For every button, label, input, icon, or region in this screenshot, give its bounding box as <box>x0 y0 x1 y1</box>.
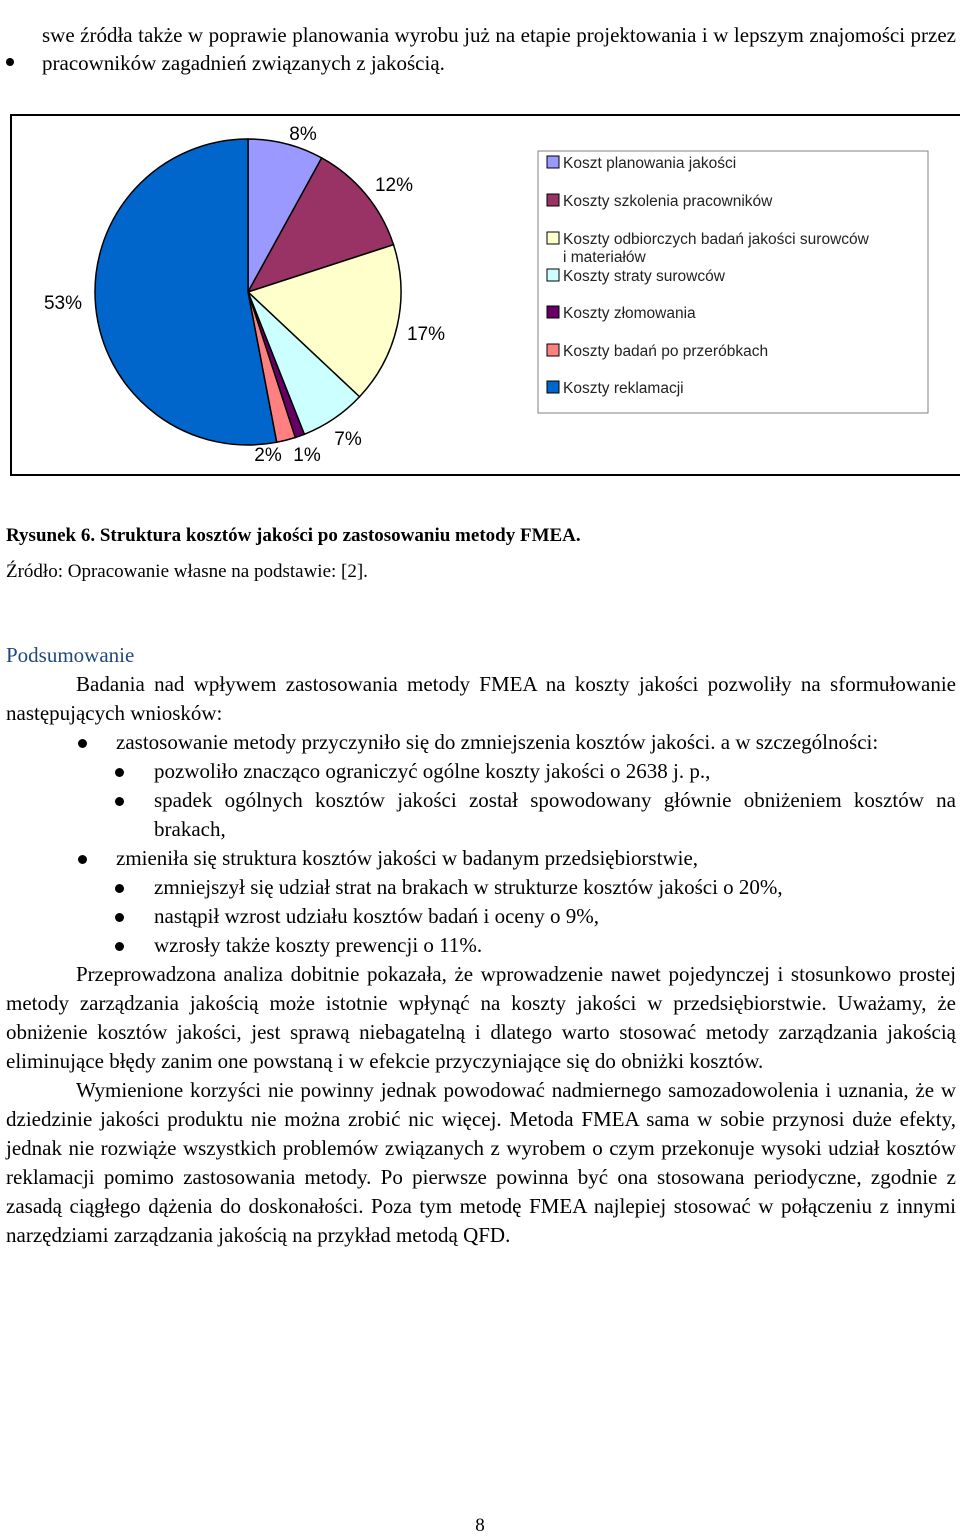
pie-chart-figure <box>10 114 960 476</box>
legend-swatch <box>547 344 559 356</box>
legend-label: Koszty odbiorczych badań jakości surowców <box>563 231 869 248</box>
page-number: 8 <box>475 1515 485 1536</box>
legend-label: Koszt planowania jakości <box>563 155 737 172</box>
legend-swatch <box>547 194 559 206</box>
legend-swatch <box>547 156 559 168</box>
slice-percent-label: 53% <box>43 293 83 314</box>
list-item: zmniejszył się udział strat na brakach w strukturze kosztów jakości o 20%, <box>6 873 956 902</box>
legend-label: Koszty złomowania <box>563 305 696 322</box>
figure-caption: Rysunek 6. Struktura kosztów jakości po zastosowaniu metody FMEA. <box>6 525 581 546</box>
slice-percent-label: 1% <box>293 445 321 466</box>
list-item: wzrosły także koszty prewencji o 11%. <box>6 931 956 960</box>
legend-label: Koszty reklamacji <box>563 380 684 397</box>
intro-paragraph: swe źródła także w poprawie planowania wyrobu już na etapie projektowania i w lepszym znajomości przez pracowników zagadnień związanych z jakością. <box>42 23 956 75</box>
legend-label: Koszty szkolenia pracowników <box>563 193 773 210</box>
legend-label: i materiałów <box>563 249 646 266</box>
conclusion-list <box>6 844 956 873</box>
slice-percent-label: 2% <box>254 445 282 466</box>
pie-slices <box>95 139 401 445</box>
legend-label: Koszty badań po przeróbkach <box>563 343 769 360</box>
legend-swatch <box>547 232 559 244</box>
legend-label: Koszty straty surowców <box>563 268 725 285</box>
stray-bullet <box>6 58 14 66</box>
legend-swatch <box>547 381 559 393</box>
pie-chart <box>10 114 960 476</box>
list-item: zmieniła się struktura kosztów jakości w badanym przedsiębiorstwie, <box>6 844 956 873</box>
conclusion-sublist <box>6 873 956 960</box>
figure-source: Źródło: Opracowanie własne na podstawie: [2]. <box>6 561 368 582</box>
body-paragraph: Wymienione korzyści nie powinny jednak powodować nadmiernego samozadowolenia i uznania, że w dziedzinie jakości produktu nie można zrobić nic więcej. Metoda FMEA sama w sobie przynosi duże efekty, jednak nie rozwiąże wszystkich problemów związanych z wyrobem o czym przekonuje wysoki udział kosztów reklamacji pomimo zastosowania metody. Po pierwsze powinna być ona stosowana periodyczne, zgodnie z zasadą ciągłego dążenia do doskonałości. Poza tym metodę FMEA najlepiej stosować w połączeniu z innymi narzędziami zarządzania jakością na przykład metodą QFD. <box>6 1078 956 1247</box>
slice-percent-label: 7% <box>334 429 362 450</box>
slice-percent-label: 17% <box>406 324 446 345</box>
conclusion-list <box>6 728 956 757</box>
body-paragraph: Przeprowadzona analiza dobitnie pokazała, że wprowadzenie nawet pojedynczej i stosunkowo prostej metody zarządzania jakością może istotnie wpłynąć na koszty jakości w przedsiębiorstwie. Uważamy, że obniżenie kosztów jakości, jest sprawą niebagatelną i dlatego warto stosować metody zarządzania jakością eliminujące błędy zanim one powstaną i w efekcie przyczyniające się do obniżki kosztów. <box>6 962 956 1073</box>
list-item: zastosowanie metody przyczyniło się do zmniejszenia kosztów jakości. a w szczególności: <box>6 728 956 757</box>
list-item: spadek ogólnych kosztów jakości został spowodowany głównie obniżeniem kosztów na brakach, <box>6 786 956 844</box>
summary-lead: Badania nad wpływem zastosowania metody FMEA na koszty jakości pozwoliły na sformułowanie następujących wniosków: <box>6 672 956 725</box>
slice-percent-label: 12% <box>374 175 414 196</box>
legend-swatch <box>547 269 559 281</box>
summary-section <box>6 640 956 1250</box>
conclusion-sublist <box>6 757 956 844</box>
section-heading: Podsumowanie <box>6 643 135 667</box>
legend-swatch <box>547 306 559 318</box>
list-item: pozwoliło znacząco ograniczyć ogólne koszty jakości o 2638 j. p., <box>6 757 956 786</box>
list-item: nastąpił wzrost udziału kosztów badań i oceny o 9%, <box>6 902 956 931</box>
slice-percent-label: 8% <box>289 124 317 145</box>
